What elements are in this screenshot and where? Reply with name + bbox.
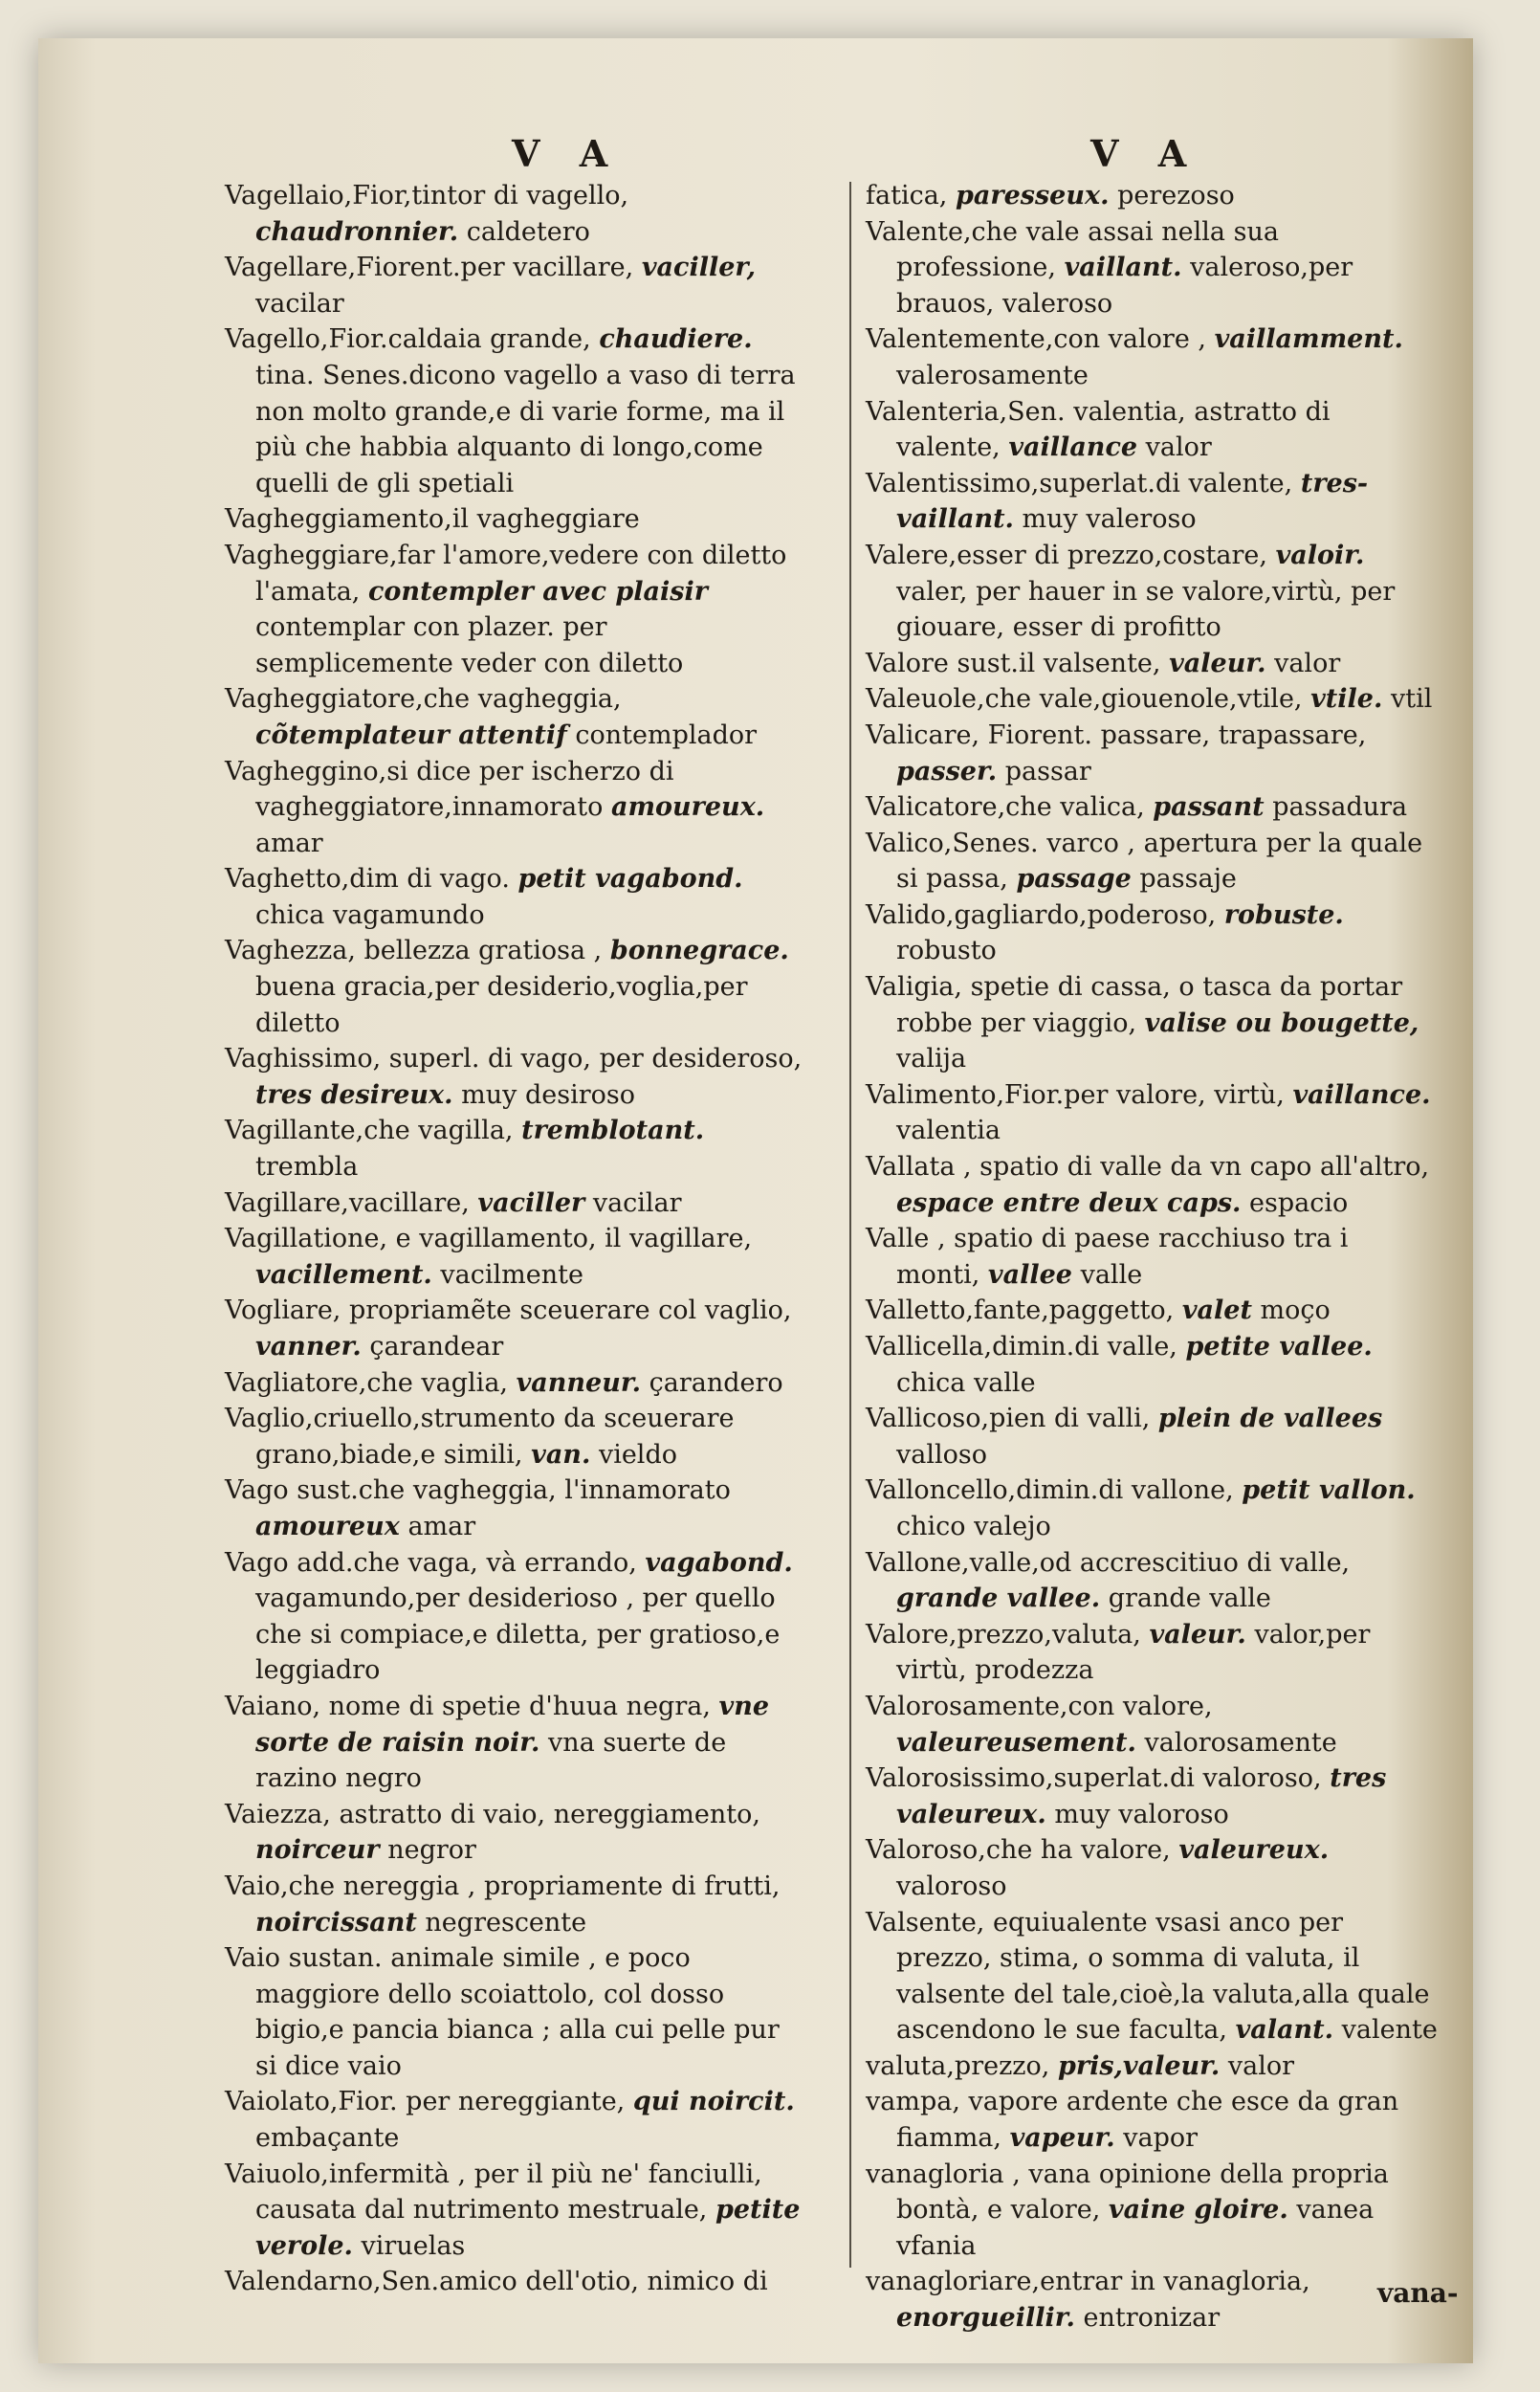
entry-spanish: vacilar <box>255 288 344 319</box>
entry-spanish: buena gracia,per desiderio,voglia,per diletto <box>255 972 748 1038</box>
dictionary-entry <box>866 969 1440 1077</box>
dictionary-entry <box>866 1401 1440 1473</box>
entry-french: enorgueillir. <box>896 2303 1075 2334</box>
dictionary-entry <box>866 897 1440 969</box>
dictionary-entry <box>866 1221 1440 1293</box>
dictionary-entry <box>866 826 1440 897</box>
dictionary-entry <box>866 321 1440 393</box>
entry-french: vanner. <box>255 1332 362 1362</box>
entry-italian: Vagheggino,si dice per ischerzo di vagheggiatore,innamorato <box>225 756 674 823</box>
entry-french: vanneur. <box>516 1367 641 1398</box>
entry-french: chaudiere. <box>599 324 753 355</box>
entry-spanish: valor <box>1145 432 1212 463</box>
entry-french: valeureux. <box>1178 1835 1330 1866</box>
entry-italian: Valente,che vale assai nella sua professione, <box>866 216 1279 283</box>
dictionary-entry <box>225 1293 803 1364</box>
entry-spanish: entronizar <box>1083 2303 1221 2334</box>
entry-italian: Valorosissimo,superlat.di valoroso, <box>866 1763 1322 1794</box>
dictionary-entry <box>866 1149 1440 1221</box>
entry-italian: Vaio sustan. animale simile , e poco maggiore dello scoiattolo, col dosso bigio,e pancia bianca ; alla cui pelle pur si dice vaio <box>225 1943 780 2081</box>
entry-italian: Valletto,fante,paggetto, <box>866 1296 1175 1326</box>
entry-italian: Valentemente,con valore , <box>866 324 1206 355</box>
entry-italian: Vagellaio,Fior,tintor di vagello, <box>225 181 629 210</box>
entry-spanish: vapor <box>1123 2123 1199 2154</box>
entry-italian: vanagloriare,entrar in vanagloria, <box>866 2267 1310 2297</box>
dictionary-entry <box>866 1473 1440 1544</box>
dictionary-entry <box>866 681 1440 718</box>
entry-spanish: valerosamente <box>896 360 1089 390</box>
entry-french: robuste. <box>1223 899 1344 930</box>
entry-french: vagabond. <box>645 1547 793 1578</box>
dictionary-entry <box>866 2049 1440 2085</box>
entry-italian: Valeuole,che vale,giouenole,vtile, <box>866 684 1303 715</box>
entry-spanish: valorosamente <box>1144 1727 1337 1758</box>
entry-spanish: vacilar <box>592 1187 682 1218</box>
dictionary-entry <box>866 214 1440 322</box>
entry-italian: Valoroso,che ha valore, <box>866 1835 1171 1866</box>
entry-spanish: valloso <box>896 1439 987 1470</box>
entry-spanish: vna suerte de razino negro <box>255 1727 727 1794</box>
entry-french: passage <box>1016 864 1132 895</box>
entry-italian: Vaghissimo, superl. di vago, per desideroso, <box>225 1044 803 1074</box>
entry-italian: Vago add.che vaga, và errando, <box>225 1547 637 1578</box>
entry-french: passer. <box>896 756 998 786</box>
dictionary-entry <box>866 178 1440 214</box>
entry-spanish: negrescente <box>425 1907 587 1938</box>
entry-italian: Vagheggiamento,il vagheggiare <box>225 504 640 535</box>
entry-italian: fatica, <box>866 181 948 210</box>
entry-spanish: valente <box>1341 2015 1438 2046</box>
dictionary-entry <box>225 1940 803 2084</box>
entry-french: vaillamment. <box>1214 324 1403 355</box>
entry-spanish: vacilmente <box>440 1259 583 1290</box>
entry-italian: Valicatore,che valica, <box>866 792 1145 823</box>
entry-spanish: contemplador <box>575 720 758 750</box>
entry-italian: Vagheggiare,far l'amore,vedere con diletto l'amata, <box>225 540 787 607</box>
entry-italian: Vaiolato,Fior. per nereggiante, <box>225 2087 626 2117</box>
entry-italian: Vagillante,che vagilla, <box>225 1116 514 1146</box>
dictionary-entry <box>225 933 803 1041</box>
entry-french: vapeur. <box>1009 2123 1115 2154</box>
dictionary-entry <box>866 466 1440 538</box>
entry-spanish: çarandero <box>649 1367 783 1398</box>
entry-italian: Vagello,Fior.caldaia grande, <box>225 324 591 355</box>
dictionary-entry <box>866 2157 1440 2265</box>
entry-french: valoir. <box>1275 540 1365 570</box>
entry-french: van. <box>531 1439 591 1470</box>
entry-italian: Valloncello,dimin.di vallone, <box>866 1475 1234 1506</box>
dictionary-entry <box>866 394 1440 466</box>
dictionary-entry <box>866 2084 1440 2156</box>
entry-spanish: grande valle <box>1108 1584 1271 1614</box>
dictionary-entry <box>225 250 803 321</box>
entry-spanish: vtil <box>1390 684 1433 715</box>
entry-french: vaciller, <box>641 253 757 283</box>
entry-french: cõtemplateur attentif <box>255 720 567 750</box>
entry-italian: Vagliatore,che vaglia, <box>225 1367 508 1398</box>
entry-italian: valuta,prezzo, <box>866 2050 1050 2081</box>
entry-italian: Vallicella,dimin.di valle, <box>866 1332 1177 1362</box>
dictionary-entry <box>225 1797 803 1869</box>
entry-spanish: valeroso,per brauos, valeroso <box>896 253 1353 319</box>
entry-french: vaciller <box>477 1187 585 1218</box>
entry-french: noircissant <box>255 1907 417 1938</box>
entry-spanish: valor <box>1227 2050 1295 2081</box>
right-running-header: V A <box>1090 132 1200 175</box>
dictionary-entry <box>866 1329 1440 1401</box>
entry-spanish: caldetero <box>466 216 590 247</box>
entry-italian: Valenteria,Sen. valentia, astratto di valente, <box>866 396 1331 463</box>
entry-french: paresseux. <box>955 181 1110 210</box>
entry-italian: Valore,prezzo,valuta, <box>866 1619 1141 1650</box>
entry-french: vacillement. <box>255 1259 432 1290</box>
entry-french: noirceur <box>255 1835 380 1866</box>
entry-spanish: valer, per hauer in se valore,virtù, per giouare, esser di profitto <box>896 576 1396 643</box>
entry-french: valant. <box>1235 2015 1334 2046</box>
entry-french: passant <box>1153 792 1265 823</box>
entry-french: amoureux <box>255 1511 400 1541</box>
entry-french: pris,valeur. <box>1057 2050 1221 2081</box>
entry-french: vaillant. <box>1064 253 1182 283</box>
entry-french: vallee <box>987 1259 1072 1290</box>
entry-spanish: espacio <box>1249 1187 1349 1218</box>
entry-italian: Valorosamente,con valore, <box>866 1691 1213 1721</box>
dictionary-entry <box>225 1185 803 1222</box>
dictionary-entry <box>225 1365 803 1402</box>
dictionary-entry <box>225 178 803 250</box>
dictionary-entry <box>866 538 1440 646</box>
entry-french: plein de vallees <box>1157 1404 1383 1434</box>
entry-french: tres desireux. <box>255 1079 453 1110</box>
entry-italian: Vaiano, nome di spetie d'huua negra, <box>225 1691 711 1721</box>
dictionary-entry <box>866 1761 1440 1832</box>
entry-italian: Vagillatione, e vagillamento, il vagillare, <box>225 1224 753 1254</box>
dictionary-entry <box>225 1689 803 1797</box>
entry-french: amoureux. <box>610 792 765 823</box>
entry-french: tremblotant. <box>521 1116 705 1146</box>
entry-french: petit vallon. <box>1242 1475 1416 1506</box>
dictionary-entry <box>866 646 1440 682</box>
entry-italian: Valendarno,Sen.amico dell'otio, nimico di <box>225 2267 768 2297</box>
dictionary-entry <box>225 861 803 933</box>
dictionary-entry <box>866 2264 1440 2336</box>
entry-italian: Valido,gagliardo,poderoso, <box>866 899 1217 930</box>
entry-italian: Valere,esser di prezzo,costare, <box>866 540 1267 570</box>
entry-french: vne sorte de raisin noir. <box>255 1691 770 1758</box>
entry-italian: Valicare, Fiorent. passare, trapassare, <box>866 720 1367 750</box>
dictionary-entry <box>866 1545 1440 1617</box>
entry-italian: vampa, vapore ardente che esce da gran fiamma, <box>866 2087 1399 2154</box>
entry-french: grande vallee. <box>896 1584 1101 1614</box>
entry-italian: Valigia, spetie di cassa, o tasca da portar robbe per viaggio, <box>866 972 1403 1038</box>
entry-spanish: moço <box>1260 1296 1331 1326</box>
entry-italian: Vaghetto,dim di vago. <box>225 864 510 895</box>
entry-french: qui noircit. <box>632 2087 795 2117</box>
dictionary-entry <box>866 718 1440 789</box>
left-column <box>225 178 803 2300</box>
dictionary-entry <box>225 681 803 753</box>
entry-italian: Valore sust.il valsente, <box>866 648 1161 678</box>
entry-spanish: passaje <box>1139 864 1237 895</box>
dictionary-entry <box>225 501 803 538</box>
entry-italian: Valico,Senes. varco , apertura per la quale si passa, <box>866 828 1423 895</box>
entry-spanish: vanea vfania <box>896 2195 1375 2261</box>
entry-spanish: tina. Senes.dicono vagello a vaso di terra non molto grande,e di varie forme, ma il più che habbia alquanto di longo,come quelli de gli spetiali <box>255 360 796 498</box>
entry-spanish: vieldo <box>598 1439 677 1470</box>
entry-french: chaudronnier. <box>255 216 459 247</box>
entry-spanish: muy desiroso <box>461 1079 635 1110</box>
dictionary-entry <box>225 321 803 501</box>
entry-french: valeur. <box>1169 648 1266 678</box>
entry-italian: Vaiezza, astratto di vaio, nereggiamento, <box>225 1799 760 1829</box>
dictionary-entry <box>866 1689 1440 1761</box>
entry-french: tres valeureux. <box>896 1763 1387 1829</box>
entry-spanish: contemplar con plazer. per semplicemente veder con diletto <box>255 612 684 678</box>
column-rule <box>849 182 851 2268</box>
entry-french: petite verole. <box>255 2195 801 2261</box>
entry-italian: Valle , spatio di paese racchiuso tra i monti, <box>866 1224 1349 1290</box>
entry-italian: Vallone,valle,od accrescitiuo di valle, <box>866 1547 1351 1578</box>
dictionary-entry <box>225 1401 803 1473</box>
dictionary-entry <box>225 1545 803 1689</box>
dictionary-entry <box>225 2157 803 2265</box>
entry-italian: Vagellare,Fiorent.per vacillare, <box>225 253 634 283</box>
entry-french: valeur. <box>1149 1619 1246 1650</box>
entry-italian: Vallata , spatio di valle da vn capo all'altro, <box>866 1152 1430 1183</box>
entry-french: vaine gloire. <box>1108 2195 1288 2226</box>
entry-italian: Valimento,Fior.per valore, virtù, <box>866 1079 1285 1110</box>
entry-spanish: muy valeroso <box>1022 504 1197 535</box>
entry-spanish: vagamundo,per desiderioso , per quello che si compiace,e diletta, per gratioso,e leggiadro <box>255 1584 781 1686</box>
entry-italian: Valentissimo,superlat.di valente, <box>866 468 1293 498</box>
entry-italian: Vaio,che nereggia , propriamente di frutti, <box>225 1871 781 1901</box>
dictionary-entry <box>225 2264 803 2300</box>
entry-french: valeureusement. <box>896 1727 1136 1758</box>
entry-spanish: embaçante <box>255 2123 400 2154</box>
dictionary-entry <box>225 1041 803 1113</box>
entry-italian: vanagloria , vana opinione della propria bontà, e valore, <box>866 2159 1389 2226</box>
dictionary-entry <box>225 1473 803 1544</box>
entry-spanish: valentia <box>896 1116 1001 1146</box>
entry-spanish: çarandear <box>369 1332 504 1362</box>
entry-french: valet <box>1181 1296 1252 1326</box>
entry-french: vaillance. <box>1292 1079 1431 1110</box>
entry-italian: Vagheggiatore,che vagheggia, <box>225 684 622 715</box>
entry-spanish: passar <box>1004 756 1091 786</box>
dictionary-entry <box>225 1869 803 1940</box>
entry-italian: Valsente, equiualente vsasi anco per prezzo, stima, o somma di valuta, il valsente del tale,cioè,la valuta,alla quale ascendono le sue faculta, <box>866 1907 1430 2046</box>
entry-french: petite vallee. <box>1185 1332 1373 1362</box>
entry-french: bonnegrace. <box>609 936 789 966</box>
entry-spanish: muy valoroso <box>1054 1799 1229 1829</box>
entry-spanish: trembla <box>255 1152 359 1183</box>
entry-italian: Vaghezza, bellezza gratiosa , <box>225 936 603 966</box>
dictionary-entry <box>225 1113 803 1185</box>
entry-spanish: amar <box>407 1511 476 1541</box>
entry-italian: Vagillare,vacillare, <box>225 1187 470 1218</box>
entry-spanish: negror <box>387 1835 476 1866</box>
entry-french: vtile. <box>1310 684 1383 715</box>
dictionary-entry <box>225 1221 803 1293</box>
entry-spanish: perezoso <box>1117 181 1235 210</box>
dictionary-entry <box>225 754 803 862</box>
entry-spanish: chico valejo <box>896 1511 1051 1541</box>
entry-french: tres-vaillant. <box>896 468 1369 535</box>
entry-spanish: valoroso <box>896 1871 1007 1901</box>
entry-italian: Vallicoso,pien di valli, <box>866 1404 1151 1434</box>
entry-spanish: valle <box>1080 1259 1143 1290</box>
entry-spanish: valor <box>1274 648 1341 678</box>
entry-french: espace entre deux caps. <box>896 1187 1242 1218</box>
dictionary-entry <box>866 789 1440 826</box>
entry-french: contempler avec plaisir <box>367 576 708 607</box>
entry-italian: Vaiuolo,infermità , per il più ne' fanciulli, causata dal nutrimento mestruale, <box>225 2159 762 2226</box>
dictionary-entry <box>866 1077 1440 1149</box>
dictionary-entry <box>866 1905 1440 2049</box>
left-running-header: V A <box>512 132 622 175</box>
entry-spanish: passadura <box>1272 792 1408 823</box>
entry-italian: Vaglio,criuello,strumento da sceuerare grano,biade,e simili, <box>225 1404 735 1470</box>
right-column <box>866 178 1440 2337</box>
entry-french: valise ou bougette, <box>1144 1008 1419 1038</box>
entry-spanish: chica vagamundo <box>255 899 485 930</box>
entry-spanish: amar <box>255 828 323 858</box>
dictionary-entry <box>225 2084 803 2156</box>
dictionary-entry <box>225 538 803 681</box>
entry-italian: Vogliare, propriamẽte sceuerare col vaglio, <box>225 1296 792 1326</box>
entry-italian: Vago sust.che vagheggia, l'innamorato <box>225 1475 731 1506</box>
entry-spanish: chica valle <box>896 1367 1036 1398</box>
dictionary-entry <box>866 1293 1440 1329</box>
entry-spanish: viruelas <box>361 2230 466 2261</box>
entry-spanish: robusto <box>896 936 997 966</box>
entry-french: petit vagabond. <box>517 864 743 895</box>
dictionary-entry <box>866 1617 1440 1689</box>
catchword: vana- <box>1377 2277 1459 2309</box>
dictionary-entry <box>866 1832 1440 1904</box>
entry-spanish: valor,per virtù, prodezza <box>896 1619 1371 1686</box>
entry-french: vaillance <box>1008 432 1138 463</box>
entry-spanish: valija <box>896 1044 967 1074</box>
